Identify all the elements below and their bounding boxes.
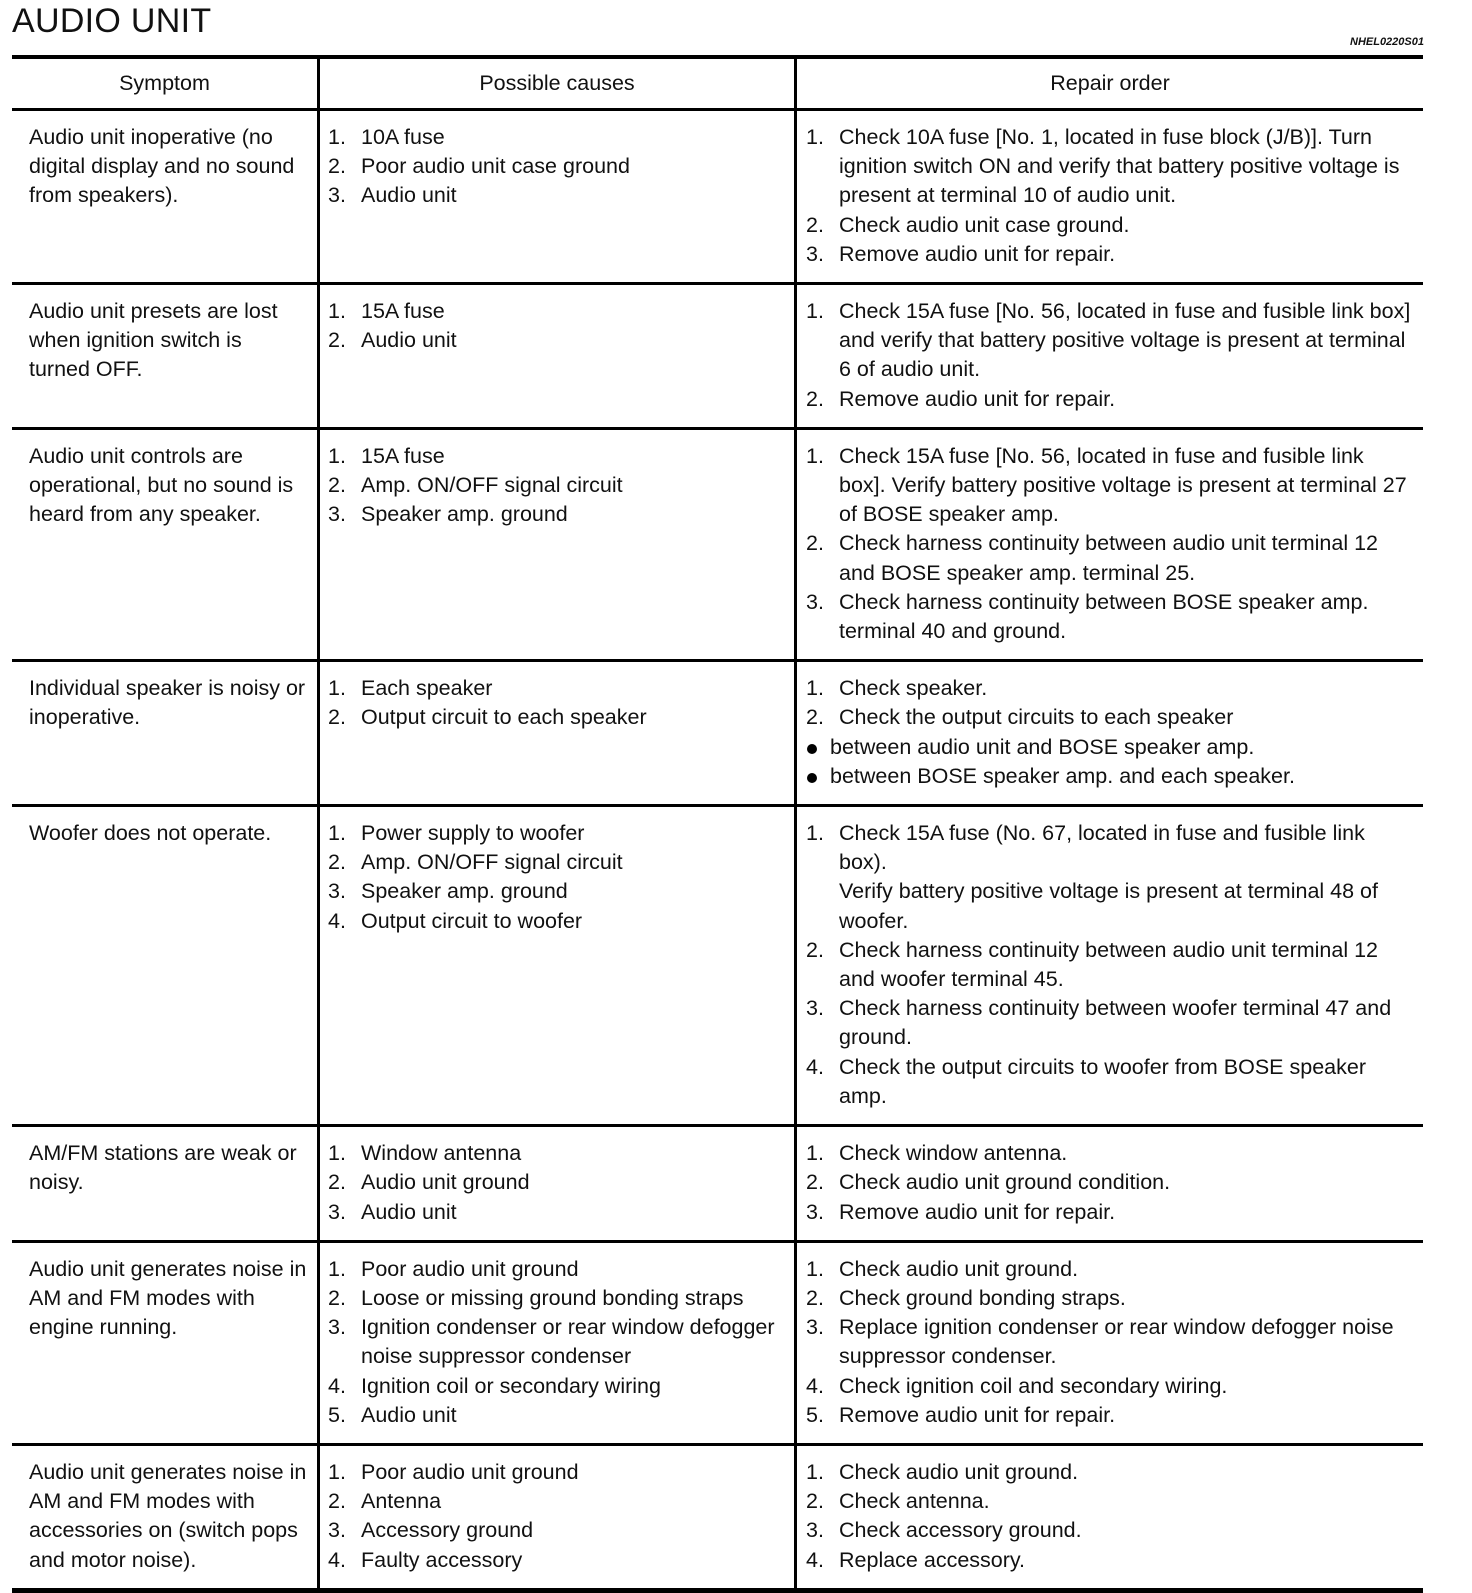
bullet-icon — [806, 762, 830, 791]
item-text: Verify battery positive voltage is present at terminal 48 of woofer. — [839, 879, 1378, 933]
repair-cell — [797, 285, 1423, 427]
item-number: 1. — [806, 1141, 824, 1166]
bullet-icon — [806, 733, 830, 762]
item-text: Amp. ON/OFF signal circuit — [361, 473, 623, 498]
causes-cell — [320, 1127, 797, 1240]
list-item — [328, 1284, 784, 1313]
list-item — [806, 1168, 1413, 1197]
symptom-cell: Audio unit presets are lost when ignition switch is turned OFF. — [12, 285, 320, 427]
table-row — [12, 1240, 1423, 1443]
item-number: 1. — [806, 1256, 824, 1281]
item-number: 1. — [806, 821, 824, 846]
list-item — [806, 529, 1413, 587]
causes-cell — [320, 1446, 797, 1588]
bullet-item — [806, 733, 1413, 762]
list-item — [328, 1198, 784, 1227]
causes-cell — [320, 1243, 797, 1443]
item-number: 4. — [328, 908, 346, 933]
list-item — [806, 123, 1413, 211]
list-item — [806, 877, 1413, 935]
causes-cell — [320, 807, 797, 1124]
list-item — [328, 1313, 784, 1371]
item-number — [806, 877, 839, 935]
list-item — [806, 1053, 1413, 1111]
item-number: 2. — [328, 154, 346, 179]
item-number: 4. — [328, 1373, 346, 1398]
item-text: Output circuit to each speaker — [361, 705, 647, 730]
item-text: Output circuit to woofer — [361, 908, 583, 933]
item-number: 2. — [328, 473, 346, 498]
item-text: Poor audio unit case ground — [361, 154, 630, 179]
item-number: 3. — [328, 1315, 346, 1340]
page-title: AUDIO UNIT — [12, 2, 212, 40]
list-item — [806, 1372, 1413, 1401]
item-number: 5. — [806, 1402, 824, 1427]
symptom-cell: Audio unit inoperative (no digital display and no sound from speakers). — [12, 111, 320, 282]
list-item — [328, 181, 784, 210]
item-number: 3. — [806, 996, 824, 1021]
list-item — [328, 1255, 784, 1284]
section-code: NHEL0220S01 — [1350, 36, 1424, 48]
repair-cell — [797, 662, 1423, 804]
list-item — [328, 1516, 784, 1545]
item-text: Check the output circuits to woofer from BOSE speaker amp. — [839, 1054, 1366, 1108]
item-text: Check accessory ground. — [839, 1518, 1082, 1543]
item-number: 4. — [806, 1547, 824, 1572]
item-number: 1. — [328, 676, 346, 701]
table-row — [12, 108, 1423, 282]
item-number: 4. — [806, 1054, 824, 1079]
list-item — [328, 877, 784, 906]
list-item — [806, 588, 1413, 646]
causes-cell — [320, 285, 797, 427]
table-row — [12, 282, 1423, 427]
item-number: 2. — [806, 1285, 824, 1310]
item-number: 2. — [328, 850, 346, 875]
list-item — [806, 385, 1413, 414]
item-number: 1. — [328, 443, 346, 468]
table-body — [12, 108, 1423, 1588]
list-item — [328, 907, 784, 936]
item-text: Remove audio unit for repair. — [839, 386, 1116, 411]
table-header-row — [12, 59, 1423, 108]
bullet-text: between audio unit and BOSE speaker amp. — [830, 734, 1255, 759]
item-number: 1. — [806, 1459, 824, 1484]
list-item — [806, 1458, 1413, 1487]
list-item — [328, 442, 784, 471]
item-text: Poor audio unit ground — [361, 1256, 579, 1281]
table-row — [12, 427, 1423, 659]
item-number: 3. — [328, 183, 346, 208]
symptom-cell: Audio unit generates noise in AM and FM modes with accessories on (switch pops and motor noise). — [12, 1446, 320, 1588]
item-number: 2. — [806, 705, 824, 730]
item-number: 2. — [806, 937, 824, 962]
item-text: Audio unit — [361, 328, 457, 353]
item-number: 2. — [806, 386, 824, 411]
list-item — [328, 471, 784, 500]
item-text: Check antenna. — [839, 1489, 990, 1514]
item-number: 1. — [328, 299, 346, 324]
repair-cell — [797, 807, 1423, 1124]
item-number: 1. — [328, 1256, 346, 1281]
item-number: 2. — [806, 212, 824, 237]
item-number: 2. — [806, 1170, 824, 1195]
audio-unit-table — [12, 55, 1423, 1593]
item-text: Check 15A fuse [No. 56, located in fuse and fusible link box]. Verify battery positive voltage is present at terminal 27 of BOSE speaker amp. — [839, 443, 1407, 527]
item-text: 10A fuse — [361, 125, 445, 149]
symptom-cell: Individual speaker is noisy or inoperative. — [12, 662, 320, 804]
list-item — [806, 936, 1413, 994]
list-item — [806, 211, 1413, 240]
symptom-cell: Audio unit generates noise in AM and FM modes with engine running. — [12, 1243, 320, 1443]
item-text: Check 15A fuse (No. 67, located in fuse and fusible link box). — [839, 821, 1365, 875]
item-text: Check audio unit ground. — [839, 1459, 1079, 1484]
list-item — [328, 819, 784, 848]
item-text: Replace accessory. — [839, 1547, 1026, 1572]
list-item — [806, 703, 1413, 732]
item-text: Check audio unit ground. — [839, 1256, 1079, 1281]
table-row — [12, 659, 1423, 804]
item-number: 2. — [806, 531, 824, 556]
header-repair-order: Repair order — [1050, 71, 1170, 95]
item-text: 15A fuse — [361, 299, 445, 324]
item-number: 3. — [328, 502, 346, 527]
causes-cell — [320, 662, 797, 804]
list-item — [806, 1516, 1413, 1545]
bullet-text: between BOSE speaker amp. and each speaker. — [830, 763, 1295, 788]
item-number: 1. — [328, 821, 346, 846]
item-number: 3. — [806, 1315, 824, 1340]
item-text: 15A fuse — [361, 443, 445, 468]
list-item — [806, 1198, 1413, 1227]
header-symptom: Symptom — [12, 59, 320, 108]
list-item — [328, 1401, 784, 1430]
repair-cell — [797, 111, 1423, 282]
item-text: Remove audio unit for repair. — [839, 241, 1116, 266]
list-item — [806, 1313, 1413, 1371]
item-number: 1. — [806, 676, 824, 701]
item-text: Check ground bonding straps. — [839, 1285, 1126, 1310]
item-text: Amp. ON/OFF signal circuit — [361, 850, 623, 875]
list-item — [328, 152, 784, 181]
item-text: Each speaker — [361, 676, 493, 701]
item-number: 2. — [328, 705, 346, 730]
causes-cell — [320, 111, 797, 282]
list-item — [328, 703, 784, 732]
item-text: Check 15A fuse [No. 56, located in fuse and fusible link box] and verify that battery positive voltage is present at terminal 6 of audio unit. — [839, 299, 1411, 382]
symptom-cell: Woofer does not operate. — [12, 807, 320, 1124]
table-row — [12, 804, 1423, 1124]
item-number: 2. — [328, 1285, 346, 1310]
item-text: Ignition coil or secondary wiring — [361, 1373, 661, 1398]
repair-cell — [797, 1243, 1423, 1443]
list-item — [328, 1458, 784, 1487]
item-text: Audio unit — [361, 183, 457, 208]
item-number: 4. — [328, 1547, 346, 1572]
list-item — [806, 1487, 1413, 1516]
item-text: Audio unit — [361, 1199, 457, 1224]
list-item — [328, 500, 784, 529]
list-item — [806, 1401, 1413, 1430]
item-text: Accessory ground — [361, 1518, 534, 1543]
item-text: Window antenna — [361, 1141, 522, 1166]
item-number: 3. — [328, 1199, 346, 1224]
item-number: 5. — [328, 1402, 346, 1427]
repair-cell — [797, 430, 1423, 659]
list-item — [806, 1284, 1413, 1313]
item-text: Check harness continuity between woofer terminal 47 and ground. — [839, 996, 1392, 1050]
item-text: Remove audio unit for repair. — [839, 1402, 1116, 1427]
item-text: Check window antenna. — [839, 1141, 1068, 1166]
list-item — [806, 442, 1413, 530]
item-text: Check audio unit ground condition. — [839, 1170, 1171, 1195]
list-item — [328, 297, 784, 326]
item-text: Poor audio unit ground — [361, 1459, 579, 1484]
item-text: Audio unit — [361, 1402, 457, 1427]
list-item — [328, 1168, 784, 1197]
item-number: 3. — [806, 241, 824, 266]
item-number: 3. — [806, 1518, 824, 1543]
item-text: Check harness continuity between audio unit terminal 12 and BOSE speaker amp. terminal 25. — [839, 531, 1379, 585]
item-text: Antenna — [361, 1489, 442, 1514]
list-item — [806, 1255, 1413, 1284]
item-number: 2. — [328, 1489, 346, 1514]
repair-cell — [797, 1446, 1423, 1588]
item-number: 4. — [806, 1373, 824, 1398]
item-text: Faulty accessory — [361, 1547, 523, 1572]
item-text: Power supply to woofer — [361, 821, 585, 846]
list-item — [328, 1139, 784, 1168]
item-text: Check harness continuity between audio unit terminal 12 and woofer terminal 45. — [839, 937, 1379, 992]
item-number: 1. — [328, 1459, 346, 1484]
item-number: 1. — [806, 299, 824, 324]
item-number: 3. — [328, 879, 346, 904]
item-number: 2. — [328, 1170, 346, 1195]
list-item — [328, 1372, 784, 1401]
table-row — [12, 1124, 1423, 1240]
item-text: Check harness continuity between BOSE speaker amp. terminal 40 and ground. — [839, 589, 1369, 644]
bullet-item — [806, 762, 1413, 791]
item-number: 1. — [806, 443, 824, 468]
item-text: Speaker amp. ground — [361, 879, 568, 904]
list-item — [806, 1139, 1413, 1168]
table-row — [12, 1443, 1423, 1588]
item-text: Check the output circuits to each speaker — [839, 705, 1234, 730]
list-item — [806, 994, 1413, 1052]
item-number: 2. — [328, 328, 346, 353]
item-text: Audio unit ground — [361, 1170, 530, 1195]
item-text: Check ignition coil and secondary wiring. — [839, 1373, 1228, 1398]
item-text: Check 10A fuse [No. 1, located in fuse block (J/B)]. Turn ignition switch ON and verify that battery positive voltage is present at terminal 10 of audio unit. — [839, 125, 1400, 208]
list-item — [328, 674, 784, 703]
list-item — [806, 240, 1413, 269]
list-item — [806, 297, 1413, 385]
list-item — [328, 848, 784, 877]
item-text: Check audio unit case ground. — [839, 212, 1130, 237]
list-item — [328, 326, 784, 355]
item-number: 2. — [806, 1489, 824, 1514]
list-item — [806, 674, 1413, 703]
list-item — [806, 819, 1413, 877]
item-number: 3. — [328, 1518, 346, 1543]
symptom-cell: Audio unit controls are operational, but no sound is heard from any speaker. — [12, 430, 320, 659]
item-number: 3. — [806, 1199, 824, 1224]
item-text: Loose or missing ground bonding straps — [361, 1285, 744, 1310]
symptom-cell: AM/FM stations are weak or noisy. — [12, 1127, 320, 1240]
causes-cell — [320, 430, 797, 659]
list-item — [328, 1487, 784, 1516]
item-text: Check speaker. — [839, 676, 988, 701]
item-number: 1. — [806, 125, 824, 149]
repair-cell — [797, 1127, 1423, 1240]
item-text: Replace ignition condenser or rear window defogger noise suppressor condenser. — [839, 1315, 1394, 1369]
item-text: Ignition condenser or rear window defogger noise suppressor condenser — [361, 1315, 775, 1369]
item-text: Remove audio unit for repair. — [839, 1199, 1116, 1224]
item-number: 1. — [328, 125, 346, 149]
header-possible-causes: Possible causes — [320, 59, 797, 108]
item-number: 1. — [328, 1141, 346, 1166]
item-number: 3. — [806, 589, 824, 614]
item-text: Speaker amp. ground — [361, 502, 568, 527]
list-item — [328, 123, 784, 152]
